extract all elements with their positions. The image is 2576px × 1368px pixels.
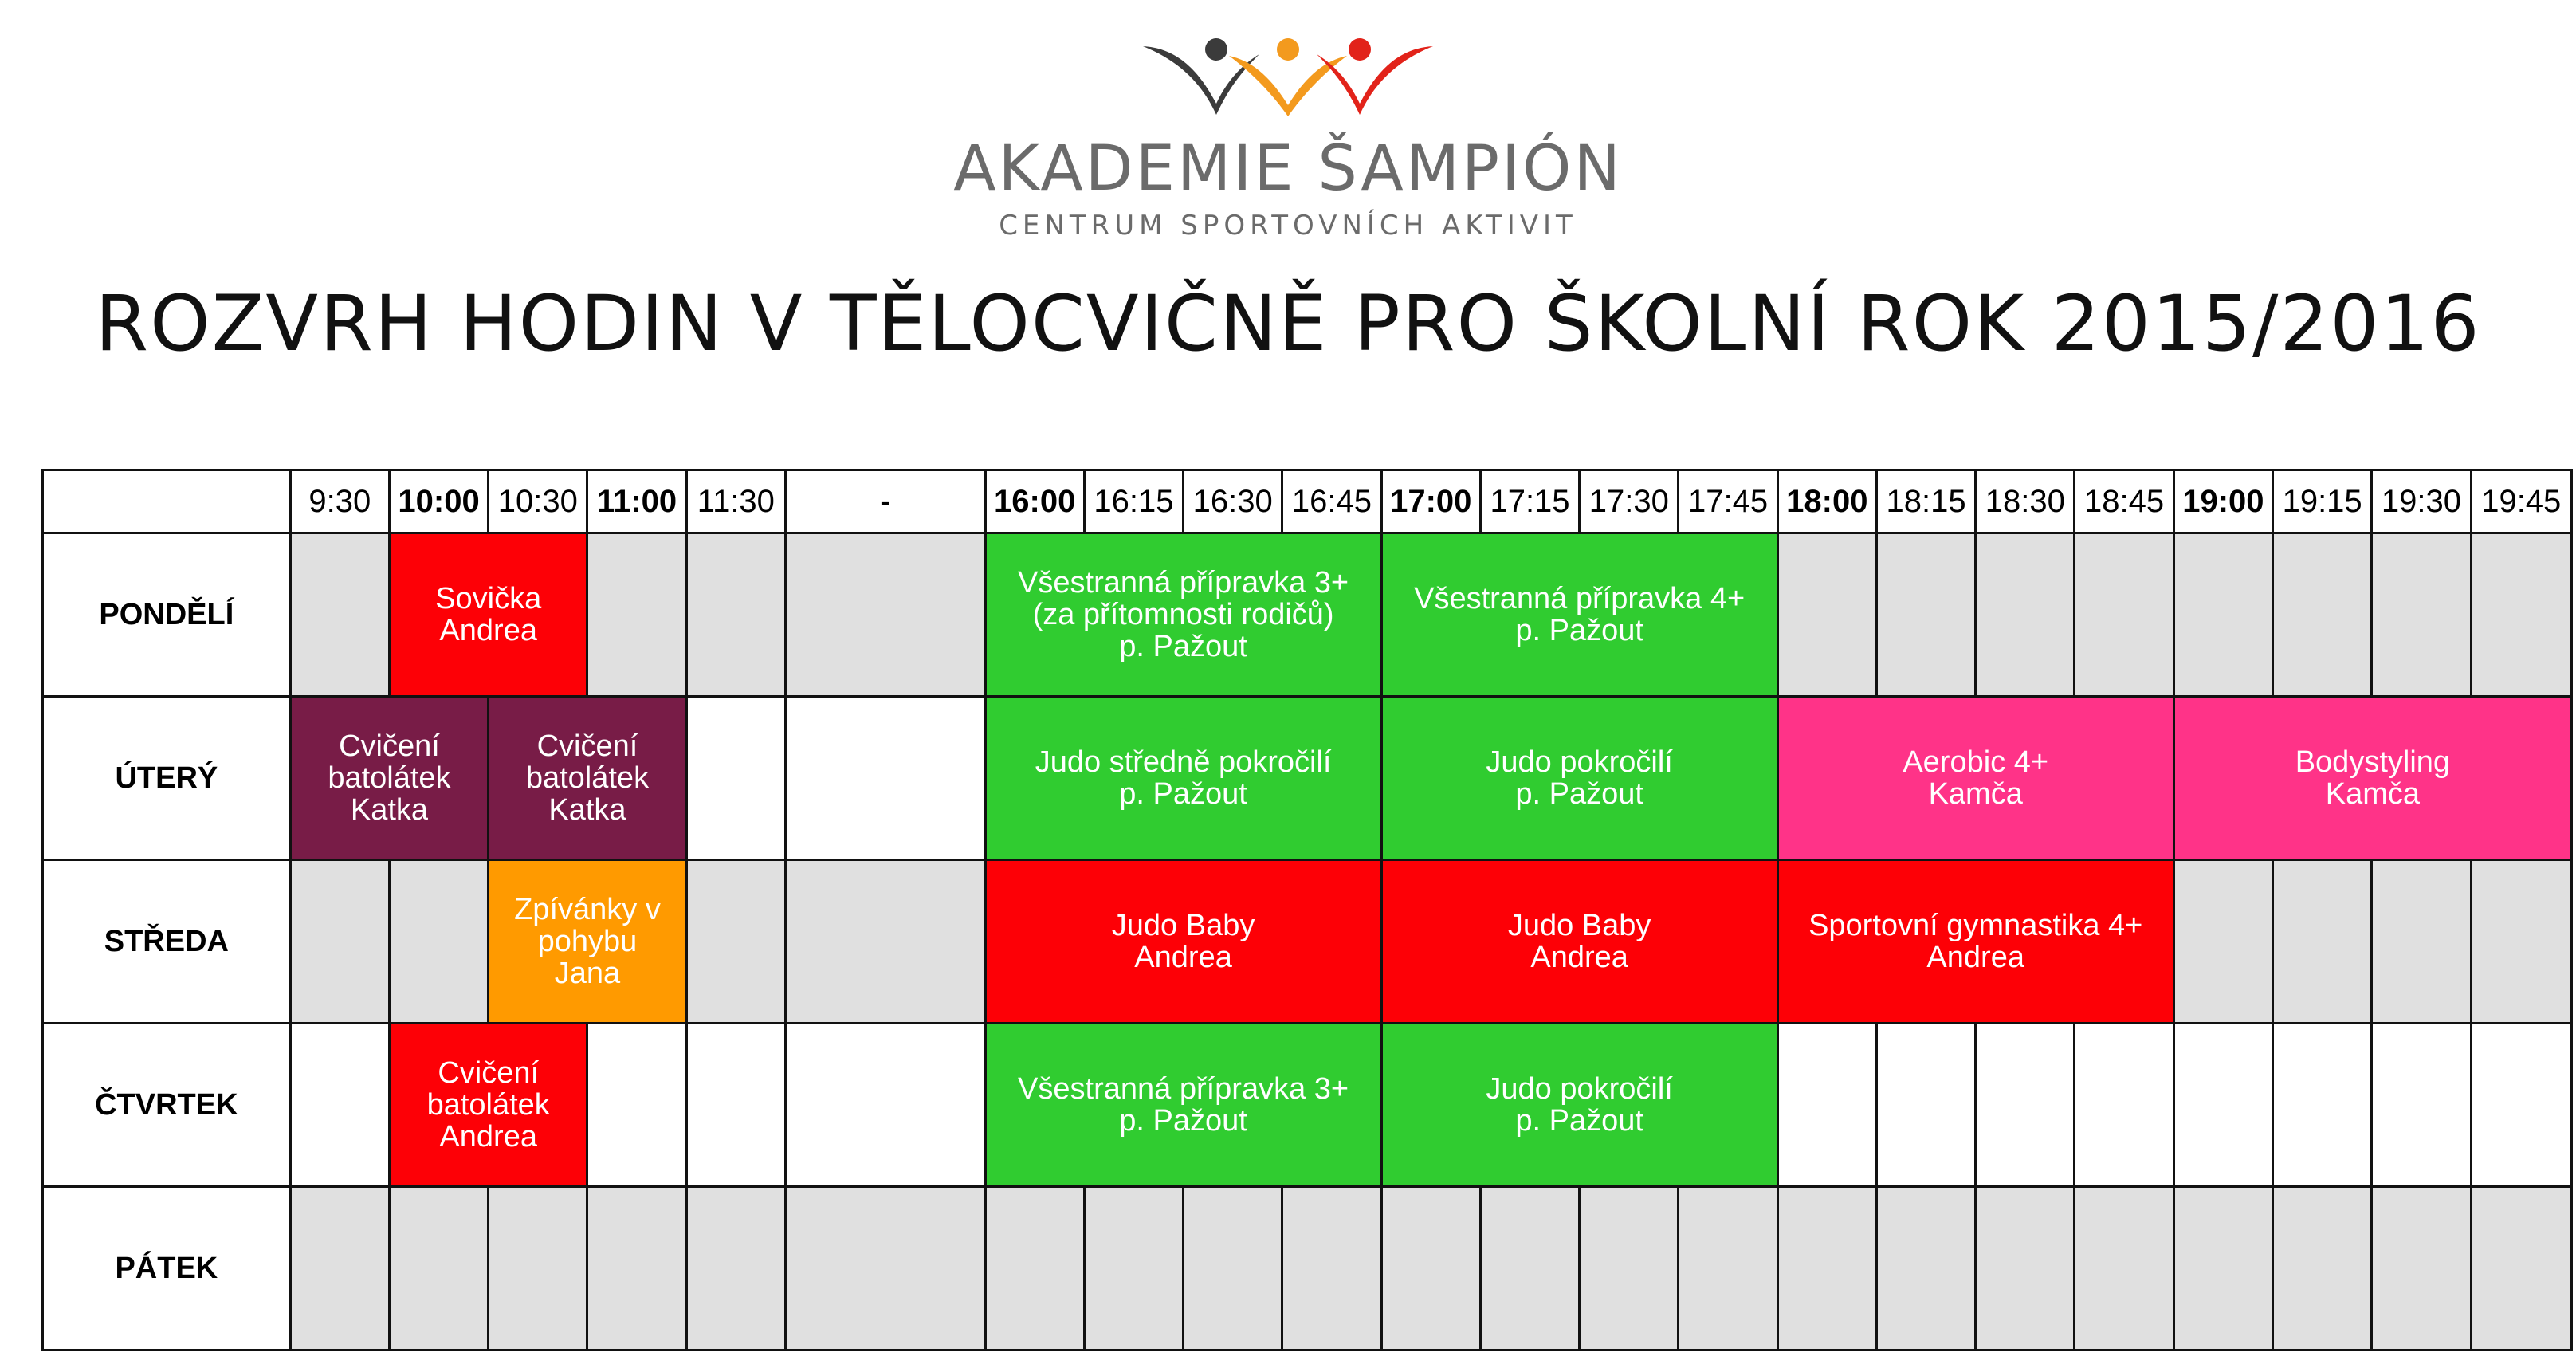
empty-slot [2372, 1187, 2471, 1350]
time-header-cell: - [786, 470, 986, 533]
event-line: p. Pažout [1119, 777, 1247, 811]
day-row-thursday [43, 1024, 2572, 1187]
event-line: Sportovní gymnastika 4+ [1808, 909, 2143, 942]
event-line: p. Pažout [1515, 777, 1643, 811]
event-block [489, 697, 687, 860]
empty-slot [2174, 860, 2272, 1024]
event-block [985, 1024, 1381, 1187]
time-header-cell: 11:00 [587, 470, 686, 533]
empty-slot [587, 533, 686, 697]
empty-slot [1777, 1024, 1876, 1187]
event-line: p. Pažout [1515, 614, 1643, 647]
event-line: Cvičení [339, 729, 440, 763]
empty-slot [786, 533, 986, 697]
time-header-cell: 17:45 [1679, 470, 1777, 533]
empty-slot [1679, 1187, 1777, 1350]
event-line: p. Pažout [1515, 1104, 1643, 1138]
page-title: ROZVRH HODIN V TĚLOCVIČNĚ PRO ŠKOLNÍ ROK 2015/2016 [95, 279, 2481, 368]
empty-slot [2273, 533, 2372, 697]
event-line: Judo středně pokročilí [1035, 745, 1332, 779]
empty-slot [2273, 860, 2372, 1024]
empty-slot [2273, 1024, 2372, 1187]
time-header-cell: 11:30 [686, 470, 785, 533]
event-block [389, 1024, 587, 1187]
event-line: Kamča [2325, 777, 2420, 811]
time-header-cell: 19:00 [2174, 470, 2272, 533]
event-line: Katka [548, 793, 626, 827]
event-block [985, 697, 1381, 860]
empty-slot [1184, 1187, 1282, 1350]
event-block [1381, 1024, 1777, 1187]
empty-slot [2174, 1187, 2272, 1350]
event-block [489, 860, 687, 1024]
empty-slot [786, 1187, 986, 1350]
empty-slot [786, 1024, 986, 1187]
event-line: Judo pokročilí [1486, 1072, 1673, 1106]
event-line: Cvičení [438, 1056, 540, 1090]
time-header-cell: 17:30 [1580, 470, 1679, 533]
empty-slot [686, 860, 785, 1024]
day-label: ÚTERÝ [43, 697, 291, 860]
empty-slot [2174, 533, 2272, 697]
empty-slot [2471, 1187, 2571, 1350]
empty-slot [2273, 1187, 2372, 1350]
empty-slot [1876, 533, 1975, 697]
time-header-cell: 17:15 [1480, 470, 1579, 533]
event-line: Judo pokročilí [1486, 745, 1673, 779]
event-block [2174, 697, 2571, 860]
empty-slot [2372, 533, 2471, 697]
day-label: PONDĚLÍ [43, 533, 291, 697]
empty-slot [2471, 1024, 2571, 1187]
event-block [290, 697, 489, 860]
time-header-cell: 19:45 [2471, 470, 2571, 533]
empty-slot [587, 1024, 686, 1187]
empty-slot [1084, 1187, 1183, 1350]
time-header-cell: 16:30 [1184, 470, 1282, 533]
empty-slot [2471, 860, 2571, 1024]
day-label: ČTVRTEK [43, 1024, 291, 1187]
empty-slot [2372, 1024, 2471, 1187]
day-row-friday [43, 1187, 2572, 1350]
event-block [1381, 533, 1777, 697]
day-row-wednesday [43, 860, 2572, 1024]
time-header-cell: 19:15 [2273, 470, 2372, 533]
time-header-cell: 18:45 [2075, 470, 2174, 533]
empty-slot [786, 860, 986, 1024]
event-line: Judo Baby [1507, 909, 1651, 942]
event-line: pohybu [537, 925, 638, 958]
time-header-row [43, 470, 2572, 533]
event-line: p. Pažout [1119, 1104, 1247, 1138]
empty-slot [1282, 1187, 1381, 1350]
event-line: Všestranná přípravka 4+ [1414, 582, 1745, 615]
empty-slot [1777, 1187, 1876, 1350]
event-block [985, 860, 1381, 1024]
empty-slot [389, 860, 488, 1024]
event-line: p. Pažout [1119, 630, 1247, 663]
event-line: batolátek [426, 1088, 550, 1122]
empty-slot [1580, 1187, 1679, 1350]
corner-cell [43, 470, 291, 533]
empty-slot [1976, 1024, 2075, 1187]
empty-slot [2075, 533, 2174, 697]
header-logo [0, 22, 2576, 246]
time-header-cell: 16:00 [985, 470, 1084, 533]
event-line: Andrea [1530, 941, 1628, 974]
empty-slot [2075, 1024, 2174, 1187]
empty-slot [2372, 860, 2471, 1024]
event-line: Všestranná přípravka 3+ [1018, 1072, 1349, 1106]
event-line: Jana [554, 957, 621, 990]
time-header-cell: 10:30 [489, 470, 587, 533]
event-line: Všestranná přípravka 3+ [1018, 566, 1349, 599]
empty-slot [2174, 1024, 2272, 1187]
empty-slot [1480, 1187, 1579, 1350]
time-header-cell: 19:30 [2372, 470, 2471, 533]
event-line: batolátek [328, 761, 451, 795]
time-header-cell: 18:30 [1976, 470, 2075, 533]
empty-slot [1381, 1187, 1480, 1350]
event-line: batolátek [525, 761, 650, 795]
empty-slot [786, 697, 986, 860]
empty-slot [1876, 1024, 1975, 1187]
time-header-cell: 16:15 [1084, 470, 1183, 533]
event-line: Aerobic 4+ [1903, 745, 2049, 779]
event-block [1381, 697, 1777, 860]
time-header-cell: 17:00 [1381, 470, 1480, 533]
event-line: Andrea [1134, 941, 1232, 974]
empty-slot [290, 1187, 389, 1350]
day-label: STŘEDA [43, 860, 291, 1024]
event-line: (za přítomnosti rodičů) [1032, 598, 1334, 631]
event-line: Cvičení [536, 729, 638, 763]
empty-slot [1777, 533, 1876, 697]
empty-slot [389, 1187, 488, 1350]
event-line: Bodystyling [2295, 745, 2451, 779]
empty-slot [686, 697, 785, 860]
event-block [1381, 860, 1777, 1024]
event-block [1777, 697, 2174, 860]
day-row-tuesday [43, 697, 2572, 860]
event-block [1777, 860, 2174, 1024]
event-line: Judo Baby [1111, 909, 1255, 942]
time-header-cell: 18:00 [1777, 470, 1876, 533]
time-header-cell: 9:30 [290, 470, 389, 533]
akademie-sampion-logo-icon [1140, 32, 1436, 120]
empty-slot [587, 1187, 686, 1350]
empty-slot [290, 533, 389, 697]
schedule-table [41, 469, 2573, 1351]
empty-slot [686, 1024, 785, 1187]
event-block [985, 533, 1381, 697]
time-header-cell: 18:15 [1876, 470, 1975, 533]
day-label: PÁTEK [43, 1187, 291, 1350]
empty-slot [2471, 533, 2571, 697]
brand-subtitle: CENTRUM SPORTOVNÍCH AKTIVIT [999, 210, 1577, 242]
empty-slot [985, 1187, 1084, 1350]
empty-slot [686, 533, 785, 697]
empty-slot [290, 1024, 389, 1187]
brand-name: AKADEMIE ŠAMPIÓN [953, 133, 1623, 205]
empty-slot [1976, 533, 2075, 697]
event-line: Zpívánky v [514, 893, 661, 926]
event-line: Sovička [435, 582, 542, 615]
empty-slot [2075, 1187, 2174, 1350]
empty-slot [1876, 1187, 1975, 1350]
event-line: Andrea [1926, 941, 2024, 974]
event-line: Katka [350, 793, 429, 827]
day-row-monday [43, 533, 2572, 697]
empty-slot [1976, 1187, 2075, 1350]
empty-slot [290, 860, 389, 1024]
empty-slot [489, 1187, 587, 1350]
time-header-cell: 16:45 [1282, 470, 1381, 533]
event-line: Andrea [439, 614, 537, 647]
event-line: Kamča [1928, 777, 2023, 811]
empty-slot [686, 1187, 785, 1350]
event-block [389, 533, 587, 697]
event-line: Andrea [439, 1120, 537, 1154]
time-header-cell: 10:00 [389, 470, 488, 533]
